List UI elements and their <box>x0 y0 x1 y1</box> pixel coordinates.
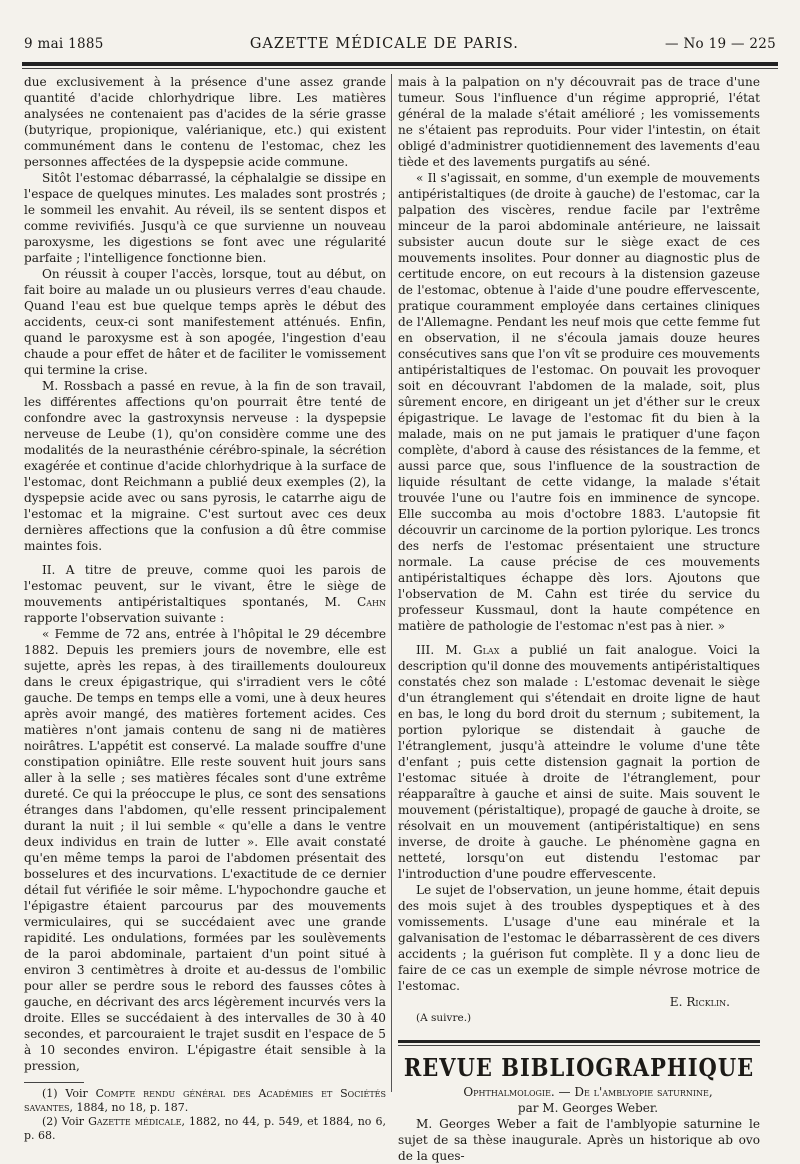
text-run: , 1884, no 18, p. 187. <box>69 1101 189 1114</box>
left-paragraph-6: « Femme de 72 ans, entrée à l'hôpital le 29 décembre 1882. Depuis les premiers jours de novembre, elle est sujette, après les repas, à des tiraillements douloureux dans le creux épigastrique, qui s'irradient vers le côté gauche. De temps en temps elle a vomi, une à deux heures après avoir mangé, des matières fortement acides. Ces matières n'ont jamais contenu de sang ni de matières noirâtres. L'appétit est conservé. La malade souffre d'une constipation opiniâtre. Elle reste souvent huit jours sans aller à la selle ; ses matières fécales sont d'une extrême dureté. Ce qui la préoccupe le plus, ce sont des sensations étranges dans l'abdomen, qu'elle ressent principalement durant la nuit ; il lui semble « qu'elle a dans le ventre deux individus en train de lutter ». Elle avait constaté qu'en même temps la paroi de l'abdomen présentait des bosselures et des incurvations. L'exactitude de ce dernier détail fut vérifiée le soir même. L'hypochondre gauche et l'épigastre étaient parcourus par des mouvements vermiculaires, qui se succédaient avec une grande rapidité. Les ondulations, formées par les soulèvements de la paroi abdominale, partaient d'un point situé à environ 3 centimètres à droite et au-dessus de l'ombilic pour aller se perdre sous le rebord des fausses côtes à gauche, en décrivant des arcs légèrement incurvés vers la droite. Elles se succédaient à des intervalles de 30 à 40 secondes, et parcouraient le trajet susdit en l'espace de 5 à 10 secondes environ. L'épigastre était sensible à la pression, <box>24 627 386 1073</box>
right-paragraph-3 <box>398 642 760 882</box>
right-paragraph-2: « Il s'agissait, en somme, d'un exemple de mouvements antipéristaltiques (de droite à gauche) de l'estomac, car la palpation des viscères, rendue facile par l'extrême minceur de la paroi abdominale antérieure, ne laissait subsister aucun doute sur le siège exact de ces mouvements insolites. Pour donner au diagnostic plus de certitude encore, on eut recours à la distension gazeuse de l'estomac, obtenue à l'aide d'une poudre effervescente, pratique couramment employée dans certaines cliniques de l'Allemagne. Pendant les neuf mois que cette femme fut en observation, il ne s'écoula jamais douze heures consécutives sans que l'on vît se produire ces mouvements antipéristaltiques de l'estomac. On pouvait les provoquer soit en découvrant l'abdomen de la malade, soit, plus sûrement encore, en dirigeant un jet d'éther sur le creux épigastrique. Le lavage de l'estomac fit du bien à la malade, mais on ne put jamais le pratiquer d'une façon complète, d'abord à cause des résistances de la femme, et aussi parce que, sous l'influence de la soustraction de liquide résultant de cette vidange, la malade s'était trouvée l'une ou l'autre fois en imminence de syncope. Elle succomba au mois d'octobre 1883. L'autopsie fit découvrir un carcinome de la portion pylorique. Les troncs des nerfs de l'estomac présentaient une structure normale. La cause précise de ces mouvements antipéristaltiques échappe dès lors. Ajoutons que l'observation de M. Cahn est tirée du service du professeur Kussmaul, dont la haute compétence en matière de pathologie de l'estomac n'est pas à nier. » <box>398 171 761 633</box>
reference-title: Compte rendu général des Académies et Sociétés savantes <box>24 1087 386 1114</box>
text-run: a publié un fait analogue. Voici la description qu'il donne des mouvements antipéristaltiques constatés chez son malade : L'estomac devenait le siège d'un étranglement qui s'étendait en droite ligne de haut en bas, le long du bord droit du sternum ; subitement, la portion pylorique se distendait à gauche de l'étranglement, jusqu'à atteindre le volume d'une tête d'enfant ; puis cette distension gagnait la portion de l'estomac située à droite de l'étranglement, pour réapparaître à gauche et ainsi de suite. Mais souvent le mouvement (péristaltique), propagé de gauche à droite, se résolvait en un mouvement (antipéristaltique) en sens inverse, de droite à gauche. Le phénomène gagna en netteté, lorsqu'on eut distendu l'estomac par l'introduction d'une poudre effervescente. <box>398 643 760 881</box>
reference-title: Gazette médicale <box>88 1115 182 1128</box>
right-paragraph-1: mais à la palpation on n'y découvrait pas de trace d'une tumeur. Sous l'influence d'un régime approprié, l'état général de la malade s'était amélioré ; les vomissements ne s'étaient pas reproduits. Pour vider l'intestin, on était obligé d'administrer quotidiennement des lavements d'eau tiède et des lavements purgatifs au séné. <box>398 75 760 169</box>
left-paragraph-2: Sitôt l'estomac débarrassé, la céphalalgie se dissipe en l'espace de quelques minutes. Les malades sont prostrés ; le sommeil les envahit. Au réveil, ils se sentent dispos et comme revivifiés. Jusqu'à ce que survienne un nouveau paroxysme, les digestions se font avec une régularité parfaite ; l'intelligence fonctionne bien. <box>24 171 386 265</box>
section-subtitle: Ophthalmologie. — De l'amblyopie saturnine, <box>463 1085 713 1099</box>
left-paragraph-1: due exclusivement à la présence d'une assez grande quantité d'acide chlorhydrique libre. Les matières analysées ne contenaient pas d'acides de la série grasse (butyrique, propionique, valérianique, etc.) qui existent communément dans le contenu de l'estomac, chez les personnes affectées de la dyspepsie acide commune. <box>24 75 386 169</box>
text-run: II. A titre de preuve, comme quoi les parois de l'estomac peuvent, sur le vivant, être le siège de mouvements antipéristaltiques spontanés, M. <box>24 563 386 609</box>
header-rule-thick <box>22 62 778 66</box>
left-column <box>24 74 386 1143</box>
left-paragraph-5 <box>24 562 386 626</box>
section-title: REVUE BIBLIOGRAPHIQUE <box>403 1053 755 1082</box>
author-name: Glax <box>472 643 500 657</box>
section-rules <box>398 1040 760 1046</box>
page-header <box>24 36 776 62</box>
journal-title: GAZETTE MÉDICALE DE PARIS. <box>249 36 519 52</box>
author-name: Cahn <box>356 595 386 609</box>
signature: E. Ricklin. <box>669 995 730 1009</box>
footnote-rule <box>24 1082 84 1083</box>
text-run: (2) Voir <box>42 1115 89 1128</box>
spacer <box>24 554 386 562</box>
text-run: III. M. <box>416 643 473 657</box>
text-run: , 1882, no 44, p. 549, et 1884, no 6, p. 68. <box>24 1115 386 1142</box>
text-run: (1) Voir <box>42 1087 96 1100</box>
text-run: rapporte l'observation suivante : <box>24 611 225 625</box>
left-paragraph-3: On réussit à couper l'accès, lorsque, tout au début, on fait boire au malade un ou plusieurs verres d'eau chaude. Quand l'eau est bue quelque temps après le début des accidents, ceux-ci sont manifestement atténués. Enfin, quand le paroxysme est à son apogée, l'ingestion d'eau chaude a pour effet de hâter et de faciliter le vomissement qui termine la crise. <box>24 267 386 377</box>
spacer <box>398 634 760 642</box>
header-date: 9 mai 1885 <box>24 36 104 52</box>
right-paragraph-4: Le sujet de l'observation, un jeune homme, était depuis des mois sujet à des troubles dyspeptiques et à des vomissements. L'usage d'une eau minérale et la galvanisation de l'estomac le débarrassèrent de ces divers accidents ; la guérison fut complète. Il y a donc lieu de faire de ce cas un exemple de simple névrose motrice de l'estomac. <box>398 883 760 993</box>
column-divider <box>391 74 392 1092</box>
continued-note: (A suivre.) <box>416 1012 472 1024</box>
section-rule-thick <box>398 1040 760 1043</box>
right-column <box>398 74 760 1164</box>
header-issue-page: — No 19 — 225 <box>665 36 776 52</box>
footnote-1 <box>24 1087 386 1115</box>
header-rule-thin <box>22 68 778 69</box>
right-paragraph-5: M. Georges Weber a fait de l'amblyopie saturnine le sujet de sa thèse inaugurale. Après un historique ab ovo de la ques- <box>398 1117 760 1163</box>
footnote-2 <box>24 1115 386 1143</box>
section-rule-thin <box>398 1045 760 1046</box>
section-author: par M. Georges Weber. <box>517 1101 659 1115</box>
left-paragraph-4: M. Rossbach a passé en revue, à la fin de son travail, les différentes affections qu'on pourrait être tenté de confondre avec la gastroxynsis nerveuse : la dyspepsie nerveuse de Leube (1), qu'on considère comme une des modalités de la neurasthénie cérébro-spinale, la sécrétion exagérée et continue d'acide chlorhydrique à la surface de l'estomac, dont Reichmann a publié deux exemples (2), la dyspepsie acide avec ou sans pyrosis, le catarrhe aigu de l'estomac et la migraine. C'est surtout avec ces deux dernières affections que la confusion a dû être commise maintes fois. <box>24 379 386 553</box>
